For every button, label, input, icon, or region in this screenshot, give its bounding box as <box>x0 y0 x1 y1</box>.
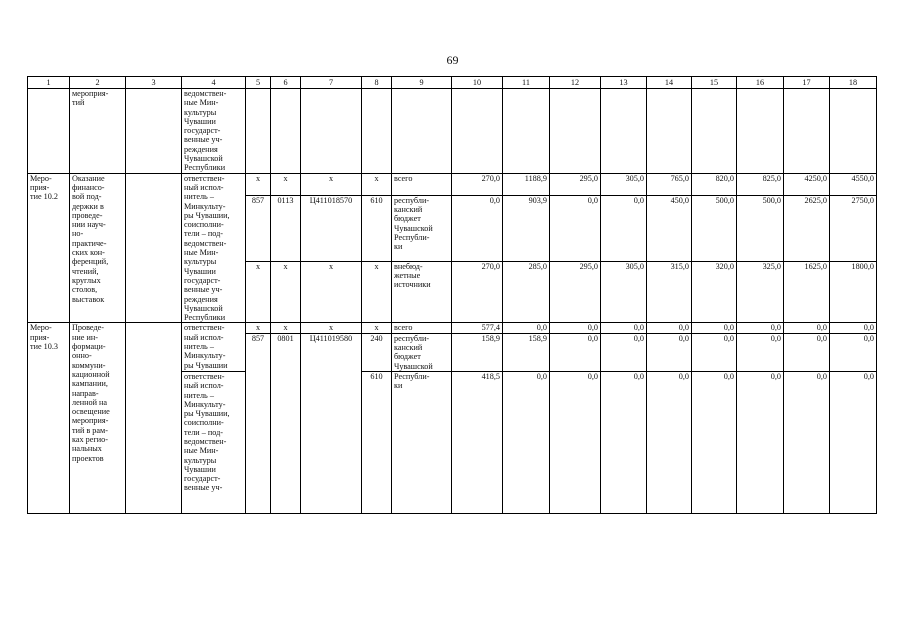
value-cell: 0,0 <box>784 333 830 371</box>
code-cell: x <box>271 261 301 323</box>
value-cell: 0,0 <box>647 333 692 371</box>
col-header: 16 <box>737 77 784 89</box>
value-cell: 0,0 <box>647 371 692 513</box>
empty-cell <box>126 173 182 323</box>
table-row <box>28 89 877 174</box>
code-cell: x <box>362 323 392 333</box>
value-cell: 0,0 <box>647 323 692 333</box>
value-cell: 295,0 <box>550 261 601 323</box>
value-cell: 0,0 <box>503 323 550 333</box>
value-cell: 0,0 <box>692 323 737 333</box>
value-cell: 0,0 <box>601 333 647 371</box>
value-cell: 320,0 <box>692 261 737 323</box>
value-cell: 270,0 <box>452 173 503 195</box>
col-header: 13 <box>601 77 647 89</box>
value-cell: 315,0 <box>647 261 692 323</box>
value-cell: 158,9 <box>503 333 550 371</box>
event-name-cell: Оказание финансо- вой под- держки в проведе- нии науч- но- практиче- ских кон- ференций, чтений, круглых столов, выставок <box>70 173 126 323</box>
value-cell: 2750,0 <box>830 195 877 261</box>
value-cell: 0,0 <box>737 371 784 513</box>
code-cell: 610 <box>362 195 392 261</box>
col-header: 7 <box>301 77 362 89</box>
code-cell: x <box>246 173 271 195</box>
value-cell: 0,0 <box>550 323 601 333</box>
col-header: 11 <box>503 77 550 89</box>
value-cell: 418,5 <box>452 371 503 513</box>
value-cell: 0,0 <box>784 371 830 513</box>
source-cell: всего <box>392 323 452 333</box>
col-header: 17 <box>784 77 830 89</box>
executor-cell: ответствен- ный испол- нитель – Минкульту- ры Чувашии, соисполни- тели – под- ведомствен- ные Мин- культуры Чувашии государст- венные уч- <box>182 371 246 513</box>
source-cell: Республи- ки <box>392 371 452 513</box>
source-cell: республи- канский бюджет Чувашской Республи- ки <box>392 195 452 261</box>
value-cell: 825,0 <box>737 173 784 195</box>
value-cell: 0,0 <box>692 333 737 371</box>
code-cell: 610 <box>362 371 392 513</box>
col-header: 14 <box>647 77 692 89</box>
value-cell: 305,0 <box>601 261 647 323</box>
col-header: 3 <box>126 77 182 89</box>
col-header: 4 <box>182 77 246 89</box>
page-number: 69 <box>446 53 459 67</box>
value-cell: 0,0 <box>830 371 877 513</box>
budget-table <box>27 76 877 514</box>
col-header: 15 <box>692 77 737 89</box>
code-cell: x <box>271 323 301 333</box>
value-cell: 0,0 <box>692 371 737 513</box>
col-header: 12 <box>550 77 601 89</box>
col-header: 18 <box>830 77 877 89</box>
code-cell: 0113 <box>271 195 301 261</box>
value-cell: 158,9 <box>452 333 503 371</box>
value-cell: 0,0 <box>550 195 601 261</box>
value-cell: 305,0 <box>601 173 647 195</box>
value-cell: 325,0 <box>737 261 784 323</box>
value-cell: 577,4 <box>452 323 503 333</box>
value-cell: 903,9 <box>503 195 550 261</box>
code-cell: x <box>301 261 362 323</box>
event-name-cell: Проведе- ние ин- формаци- онно- коммуни- кационной кампании, направ- ленной на освещение мероприя- тий в рам- ках регио- нальных проектов <box>70 323 126 513</box>
code-cell: 0801 <box>271 333 301 513</box>
value-cell: 0,0 <box>550 371 601 513</box>
value-cell: 0,0 <box>601 323 647 333</box>
executor-cell: ответствен- ный испол- нитель – Минкульту- ры Чувашии, соисполни- тели – под- ведомствен- ные Мин- культуры Чувашии государст- венные уч- реждения Чувашской Республики <box>182 173 246 323</box>
col-header: 1 <box>28 77 70 89</box>
value-cell: 820,0 <box>692 173 737 195</box>
column-number-row <box>28 77 877 89</box>
code-cell: x <box>301 173 362 195</box>
event-id-cell: Меро- прия- тие 10.3 <box>28 323 70 513</box>
executor-cell: ответствен- ный испол- нитель – Минкульту- ры Чувашии <box>182 323 246 371</box>
value-cell: 0,0 <box>601 195 647 261</box>
value-cell: 4550,0 <box>830 173 877 195</box>
col-header: 6 <box>271 77 301 89</box>
empty-cell <box>126 89 182 174</box>
code-cell: Ц411018570 <box>301 195 362 261</box>
value-cell: 765,0 <box>647 173 692 195</box>
value-cell: 0,0 <box>737 323 784 333</box>
col-header: 10 <box>452 77 503 89</box>
code-cell: x <box>362 173 392 195</box>
source-cell: всего <box>392 173 452 195</box>
value-cell: 295,0 <box>550 173 601 195</box>
value-cell: 1800,0 <box>830 261 877 323</box>
value-cell: 270,0 <box>452 261 503 323</box>
code-cell: x <box>246 323 271 333</box>
value-cell: 450,0 <box>647 195 692 261</box>
code-cell: 240 <box>362 333 392 371</box>
value-cell: 0,0 <box>550 333 601 371</box>
code-cell: Ц411019580 <box>301 333 362 513</box>
code-cell: x <box>362 261 392 323</box>
table-row <box>28 173 877 195</box>
code-cell: x <box>301 323 362 333</box>
code-cell: x <box>246 261 271 323</box>
value-cell: 4250,0 <box>784 173 830 195</box>
code-cell: 857 <box>246 195 271 261</box>
value-cell: 1188,9 <box>503 173 550 195</box>
executor-cell: ведомствен- ные Мин- культуры Чувашии государст- венные уч- реждения Чувашской Республики <box>182 89 246 174</box>
code-cell: 857 <box>246 333 271 513</box>
col-header: 9 <box>392 77 452 89</box>
col-header: 5 <box>246 77 271 89</box>
value-cell: 0,0 <box>830 323 877 333</box>
value-cell: 0,0 <box>601 371 647 513</box>
source-cell: внебюд- жетные источники <box>392 261 452 323</box>
source-cell: республи- канский бюджет Чувашской <box>392 333 452 371</box>
value-cell: 500,0 <box>692 195 737 261</box>
value-cell: 0,0 <box>503 371 550 513</box>
event-id-cell <box>28 89 70 174</box>
value-cell: 500,0 <box>737 195 784 261</box>
value-cell: 2625,0 <box>784 195 830 261</box>
value-cell: 0,0 <box>737 333 784 371</box>
value-cell: 1625,0 <box>784 261 830 323</box>
col-header: 2 <box>70 77 126 89</box>
table-row <box>28 323 877 333</box>
code-cell: x <box>271 173 301 195</box>
value-cell: 0,0 <box>452 195 503 261</box>
value-cell: 285,0 <box>503 261 550 323</box>
empty-cell <box>126 323 182 513</box>
event-id-cell: Меро- прия- тие 10.2 <box>28 173 70 323</box>
col-header: 8 <box>362 77 392 89</box>
value-cell: 0,0 <box>784 323 830 333</box>
event-name-cell: мероприя- тий <box>70 89 126 174</box>
value-cell: 0,0 <box>830 333 877 371</box>
